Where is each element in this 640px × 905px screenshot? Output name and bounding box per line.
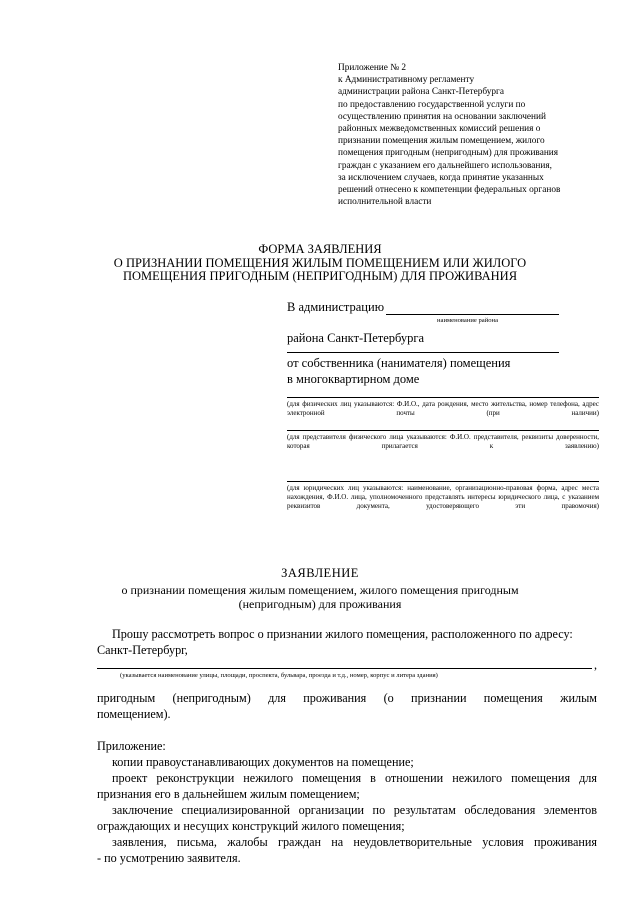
attachments-heading: Приложение: (97, 739, 166, 753)
legal-entity-note: (для юридических лиц указываются: наименование, организационно-правовая форма, адрес места нахождения, Ф.И.О. лица, уполномоченного представлять интересы юридического лица, с указанием реквизитов документа, удостоверяющего эти правомочия) (287, 484, 599, 510)
address-hint: (указывается наименование улицы, площади, проспекта, бульвара, проезда и т.д., номер, корпус и литера здания) (120, 672, 438, 679)
annex-line: решений отнесено к компетенции федеральных органов (338, 185, 561, 196)
form-title-line: О ПРИЗНАНИИ ПОМЕЩЕНИЯ ЖИЛЫМ ПОМЕЩЕНИЕМ ИЛИ ЖИЛОГО (113, 255, 527, 270)
annex-line: администрации района Санкт-Петербурга (338, 87, 504, 98)
annex-line: граждан с указанием его дальнейшего использования, (338, 160, 552, 171)
attachment-item: проект реконструкции нежилого помещения в отношении нежилого помещения для (112, 771, 597, 785)
attachment-item-cont: - по усмотрению заявителя. (97, 851, 241, 865)
statement-title: ЗАЯВЛЕНИЕ (281, 566, 359, 580)
to-admin-label: В администрацию (287, 300, 385, 314)
attachment-item: заключение специализированной организации по результатам обследования элементов (112, 803, 597, 817)
attachment-item: копии правоустанавливающих документов на помещение; (112, 755, 414, 769)
in-building-label: в многоквартирном доме (287, 372, 420, 386)
request-text: Прошу рассмотреть вопрос о признании жилого помещения, расположенного по адресу: (112, 627, 573, 641)
suitable-text: пригодным (непригодным) для проживания (о признании помещения жилым (97, 691, 597, 705)
legal-entity-details-field[interactable] (287, 481, 599, 482)
address-field[interactable] (97, 668, 592, 669)
annex-line: осуществлению принятия на основании заключений (338, 111, 546, 122)
representative-details-field[interactable] (287, 430, 599, 431)
annex-line: признании помещения жилым помещением, жилого (338, 136, 545, 147)
attachment-item-cont: ограждающих и несущих конструкций жилого помещения; (97, 819, 405, 833)
annex-line: исполнительной власти (338, 197, 432, 208)
annex-line: к Административному регламенту (338, 75, 475, 86)
district-name-field[interactable] (386, 314, 559, 315)
individual-details-field[interactable] (287, 397, 599, 398)
district-city-label: района Санкт-Петербурга (287, 331, 425, 345)
annex-line: по предоставлению государственной услуги по (338, 99, 526, 110)
annex-header (338, 62, 600, 208)
attachment-item-cont: признания его в дальнейшем жилым помещением; (97, 787, 360, 801)
individual-note: (для физических лиц указываются: Ф.И.О., дата рождения, место жительства, номер телефона, адрес электронной почты (при наличии) (287, 400, 599, 417)
attachment-item: заявления, письма, жалобы граждан на неудовлетворительные условия проживания (112, 835, 597, 849)
form-title-line: ПОМЕЩЕНИЯ ПРИГОДНЫМ (НЕПРИГОДНЫМ) ДЛЯ ПРОЖИВАНИЯ (122, 269, 518, 283)
from-owner-label: от собственника (нанимателя) помещения (287, 356, 511, 370)
annex-line: Приложение № 2 (338, 63, 407, 73)
representative-note: (для представителя физического лица указываются: Ф.И.О. представителя, реквизиты доверенности, которая прилагается к заявлению) (287, 433, 599, 450)
statement-subtitle (60, 583, 580, 611)
address-comma: , (594, 658, 598, 672)
sender-field-1[interactable] (287, 352, 559, 353)
statement-subtitle-line: о признании помещения жилым помещением, жилого помещения пригодным (121, 583, 519, 597)
form-title (80, 243, 560, 284)
suitable-text-end: помещением). (97, 707, 171, 721)
annex-line: районных межведомственных комиссий решения о (338, 124, 541, 135)
annex-line: помещения пригодным (непригодным) для проживания (338, 148, 559, 159)
request-city: Санкт-Петербург, (97, 643, 188, 657)
annex-line: за исключением случаев, когда принятие указанных (338, 172, 544, 183)
district-hint: наименование района (437, 317, 498, 324)
statement-subtitle-line: (непригодным) для проживания (238, 597, 402, 611)
form-title-line: ФОРМА ЗАЯВЛЕНИЯ (258, 242, 382, 256)
